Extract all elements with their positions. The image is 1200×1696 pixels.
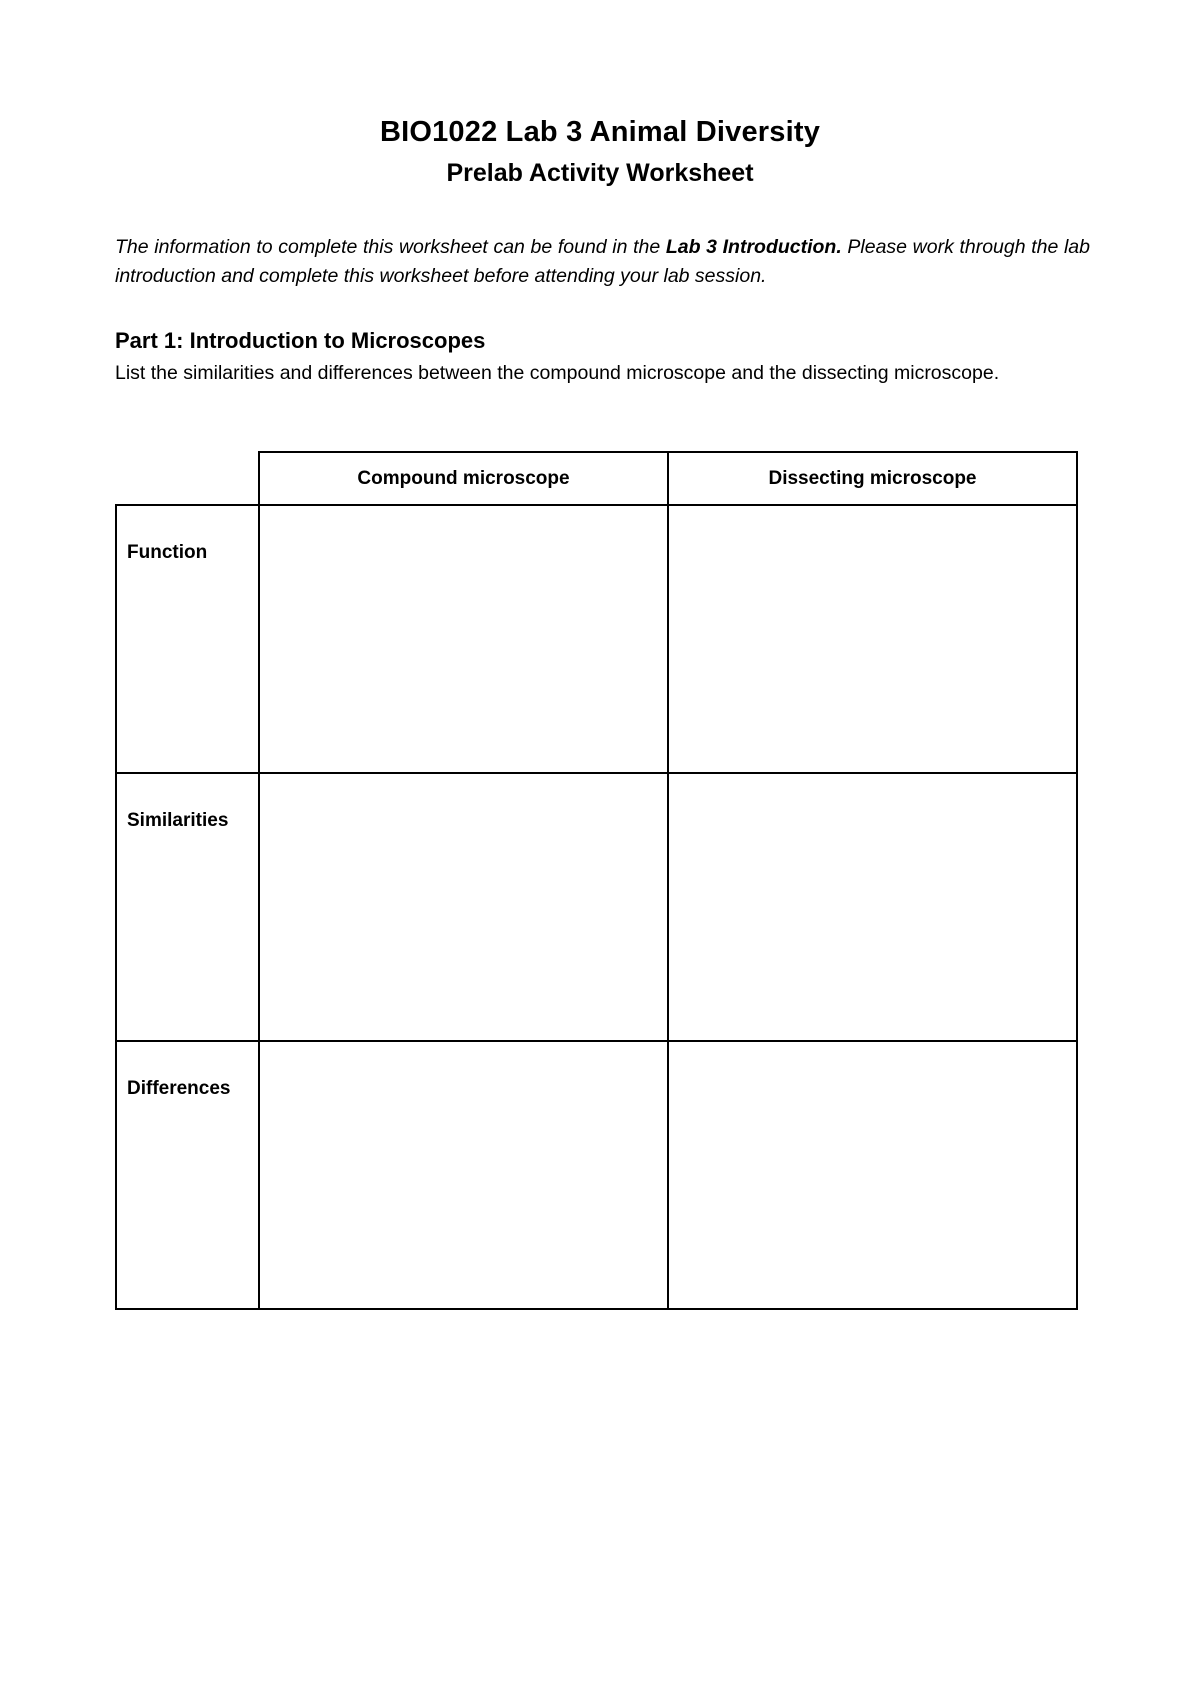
table-row-differences [116,1041,1077,1309]
part1-instructions: List the similarities and differences between the compound microscope and the dissecting microscope. [115,362,1000,384]
row-header-function: Function [116,505,259,773]
column-header-compound: Compound microscope [259,452,668,505]
table-row-similarities [116,773,1077,1041]
table-corner-cell [116,452,259,505]
answer-cell-differences-dissecting[interactable] [668,1041,1077,1309]
table-row-function [116,505,1077,773]
intro-text-start: The information to complete this worksheet can be found in the [115,236,666,258]
answer-cell-similarities-dissecting[interactable] [668,773,1077,1041]
document-title: BIO1022 Lab 3 Animal Diversity [379,116,821,148]
intro-text-bold: Lab 3 Introduction. [665,236,842,258]
part1-heading: Part 1: Introduction to Microscopes [115,328,486,353]
intro-text-end: Please work through the lab introduction and complete this worksheet before attending your lab session. [115,236,1090,287]
answer-cell-similarities-compound[interactable] [259,773,668,1041]
document-subtitle: Prelab Activity Worksheet [446,159,754,187]
comparison-table [115,451,1078,1310]
answer-cell-function-compound[interactable] [259,505,668,773]
column-header-dissecting: Dissecting microscope [668,452,1077,505]
answer-cell-differences-compound[interactable] [259,1041,668,1309]
table-header-row [116,452,1077,505]
row-header-similarities: Similarities [116,773,259,1041]
row-header-differences: Differences [116,1041,259,1309]
intro-paragraph [115,233,1090,291]
answer-cell-function-dissecting[interactable] [668,505,1077,773]
